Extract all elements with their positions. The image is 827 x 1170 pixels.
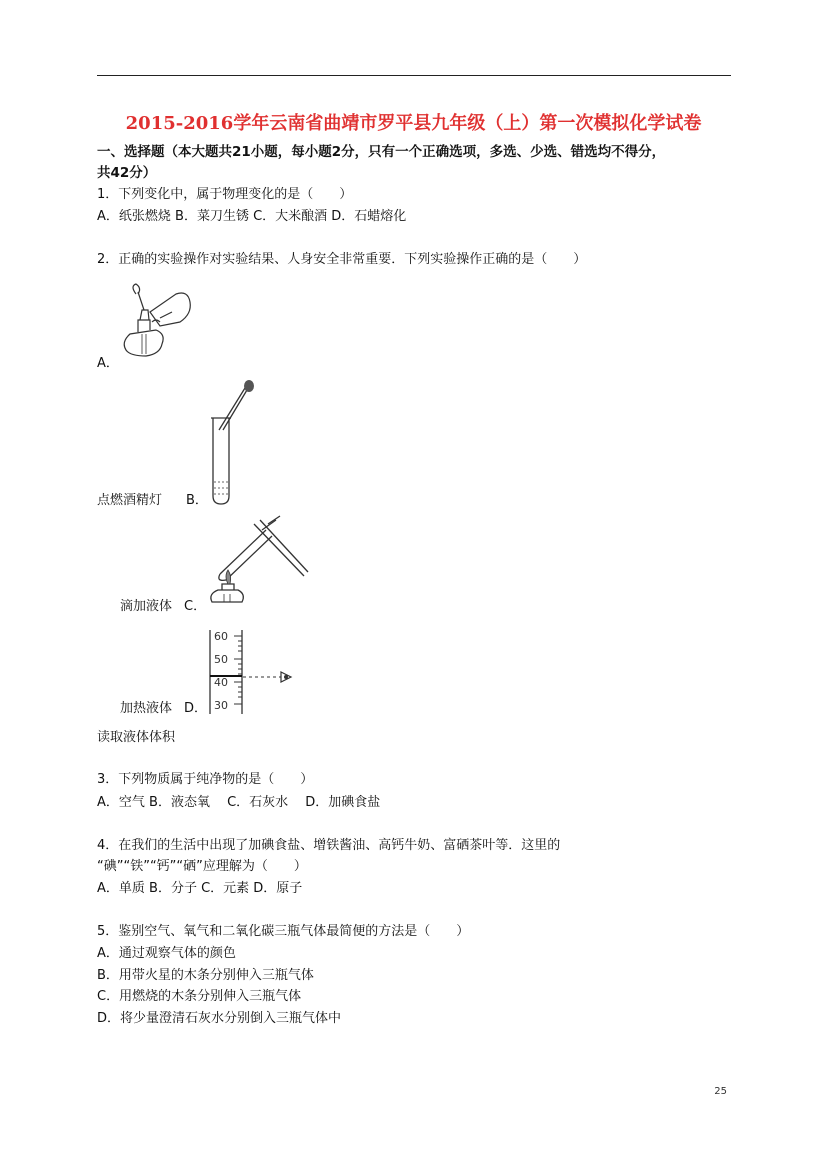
cylinder-tick-30: 30 <box>214 699 228 712</box>
q2-stem: 2．正确的实验操作对实验结果、人身安全非常重要．下列实验操作正确的是（ ） <box>97 252 587 267</box>
q5-option-d: D．将少量澄清石灰水分别倒入三瓶气体中 <box>97 1011 342 1026</box>
cylinder-tick-60: 60 <box>214 630 228 643</box>
page-title: 2015-2016学年云南省曲靖市罗平县九年级（上）第一次模拟化学试卷 <box>125 113 702 134</box>
cylinder-tick-40: 40 <box>214 676 228 689</box>
q2-option-b-label: B． <box>186 493 208 508</box>
q2-option-d-caption: 读取液体体积 <box>97 730 176 745</box>
q5-option-a: A．通过观察气体的颜色 <box>97 946 236 961</box>
q2-option-c-label: C． <box>184 599 207 614</box>
alcohol-lamp-lighting-figure <box>116 282 196 368</box>
q3-stem: 3．下列物质属于纯净物的是（ ） <box>97 772 314 787</box>
graduated-cylinder-figure <box>205 628 305 720</box>
q1-stem: 1．下列变化中，属于物理变化的是（ ） <box>97 187 353 202</box>
q2-option-c-caption: 加热液体 <box>120 701 173 716</box>
header-rule <box>97 75 731 76</box>
q2-option-a-label: A． <box>97 356 119 371</box>
q3-options: A．空气 B．液态氧 C．石灰水 D．加碘食盐 <box>97 795 381 810</box>
q4-options: A．单质 B．分子 C．元素 D．原子 <box>97 881 303 896</box>
page-number: 25 <box>714 1086 727 1097</box>
q5-option-c: C．用燃烧的木条分别伸入三瓶气体 <box>97 989 302 1004</box>
q5-stem: 5．鉴别空气、氧气和二氧化碳三瓶气体最简便的方法是（ ） <box>97 924 470 939</box>
q2-option-d-label: D． <box>184 701 208 716</box>
section-heading-line1: 一、选择题（本大题共21小题，每小题2分，只有一个正确选项，多选、少选、错选均不得分， <box>97 144 666 160</box>
q5-option-b: B．用带火星的木条分别伸入三瓶气体 <box>97 968 314 983</box>
q2-option-b-caption: 滴加液体 <box>120 599 173 614</box>
section-heading-line2: 共42分） <box>97 165 157 181</box>
q1-options: A．纸张燃烧 B．菜刀生锈 C．大米酿酒 D．石蜡熔化 <box>97 209 407 224</box>
heating-test-tube-figure <box>204 510 314 610</box>
dropper-test-tube-figure <box>205 378 265 508</box>
cylinder-tick-50: 50 <box>214 653 228 666</box>
q2-option-a-caption: 点燃酒精灯 <box>97 493 163 508</box>
q4-stem-line2: “碘”“铁”“钙”“硒”应理解为（ ） <box>97 859 307 874</box>
q4-stem-line1: 4．在我们的生活中出现了加碘食盐、增铁酱油、高钙牛奶、富硒茶叶等．这里的 <box>97 838 561 853</box>
